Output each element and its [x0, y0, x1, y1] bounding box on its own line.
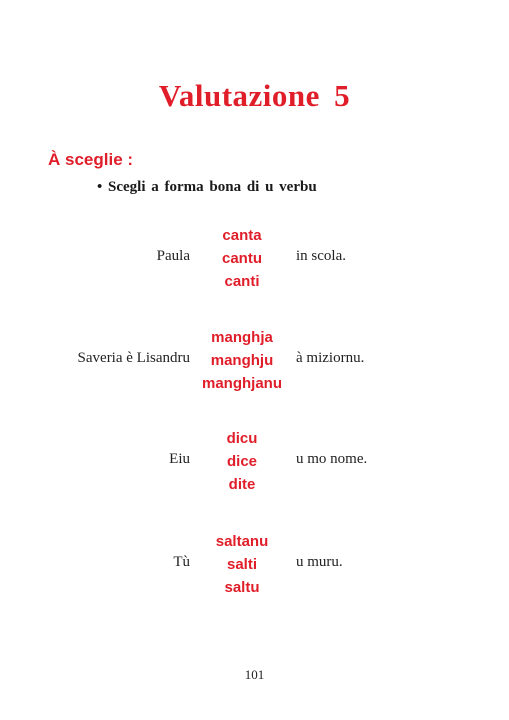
verb-choice[interactable]: manghjanu: [201, 375, 282, 392]
exercise-item: [0, 530, 509, 600]
verb-choices: [190, 427, 294, 496]
verb-choice[interactable]: dice: [226, 453, 257, 470]
verb-choice[interactable]: canta: [222, 227, 262, 244]
exercise-item: [0, 326, 509, 396]
exercise-item: [0, 427, 509, 497]
verb-choice[interactable]: saltu: [224, 579, 260, 596]
verb-choices: [190, 530, 294, 599]
item-complement: u muru.: [296, 554, 343, 570]
item-subject: Tù: [173, 554, 190, 570]
section-heading: À sceglie :: [48, 150, 134, 169]
item-complement: à miziornu.: [296, 350, 365, 366]
verb-choice[interactable]: manghju: [210, 352, 274, 369]
item-subject: Eiu: [169, 451, 190, 467]
verb-choice[interactable]: saltanu: [215, 533, 269, 550]
item-complement: u mo nome.: [296, 451, 368, 467]
page-number: 101: [244, 667, 265, 682]
verb-choice[interactable]: cantu: [221, 250, 262, 267]
verb-choice[interactable]: manghja: [211, 329, 273, 346]
verb-choices: [190, 326, 294, 395]
item-subject: Saveria è Lisandru: [77, 350, 190, 366]
verb-choices: [190, 224, 294, 293]
item-subject: Paula: [156, 248, 190, 264]
verb-choice[interactable]: salti: [226, 556, 257, 573]
exercise-instruction: • Scegli a forma bona di u verbu: [97, 179, 317, 195]
verb-choice[interactable]: dite: [228, 476, 256, 493]
item-complement: in scola.: [296, 248, 346, 264]
verb-choice[interactable]: dicu: [226, 430, 258, 447]
page-title: Valutazione 5: [158, 78, 351, 113]
exercise-item: [0, 224, 509, 294]
verb-choice[interactable]: canti: [224, 273, 260, 290]
